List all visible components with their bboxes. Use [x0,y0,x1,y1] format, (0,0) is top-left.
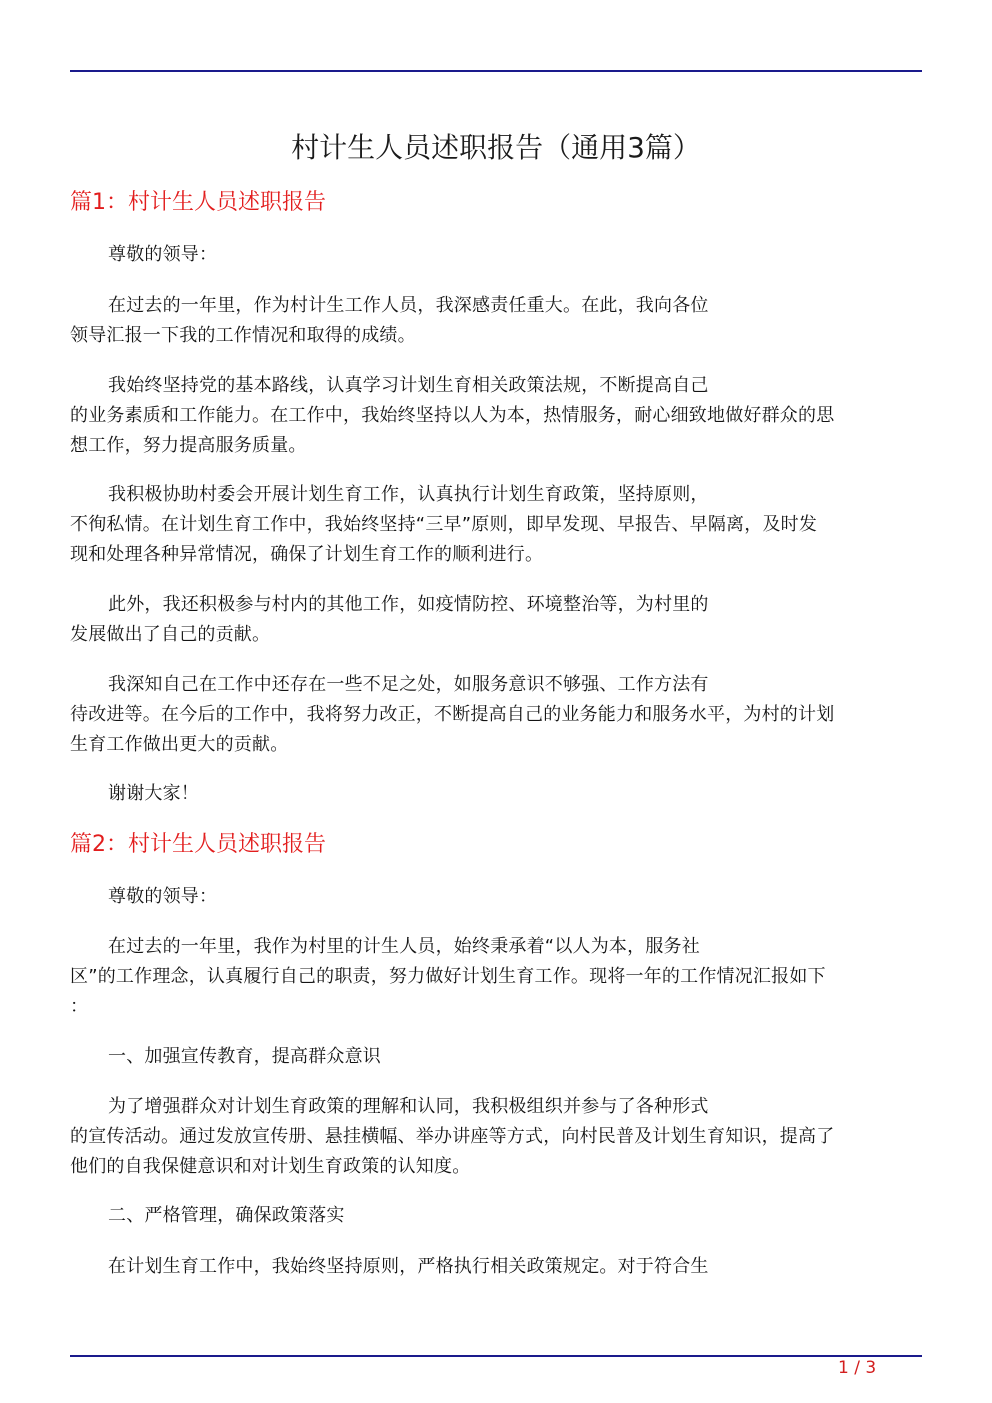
paragraph-line: 不徇私情。在计划生育工作中，我始终坚持“三早”原则，即早发现、早报告、早隔离，及时发 [70,514,818,535]
paragraph-line: 尊敬的领导： [108,244,218,265]
paragraph-line: 在计划生育工作中，我始终坚持原则，严格执行相关政策规定。对于符合生 [108,1256,709,1277]
document-title: 村计生人员述职报告（通用3篇） [291,131,701,164]
paragraph-line: 发展做出了自己的贡献。 [70,624,271,645]
paragraph-line: 区”的工作理念，认真履行自己的职责，努力做好计划生育工作。现将一年的工作情况汇报如下 [70,966,826,987]
footer-rule [70,1355,922,1357]
paragraph-line: 的宣传活动。通过发放宣传册、悬挂横幅、举办讲座等方式，向村民普及计划生育知识，提高了 [70,1126,835,1147]
paragraph-line: 想工作，努力提高服务质量。 [70,435,307,456]
paragraph-line: 此外，我还积极参与村内的其他工作，如疫情防控、环境整治等，为村里的 [108,594,709,615]
section-heading-2: 篇2：村计生人员述职报告 [70,832,326,857]
paragraph [70,932,912,1022]
paragraph-line: 尊敬的领导： [108,886,218,907]
paragraph [70,480,912,570]
paragraph-line: 我积极协助村委会开展计划生育工作，认真执行计划生育政策，坚持原则， [108,484,709,505]
paragraph [70,779,912,809]
header-rule [70,70,922,72]
paragraph [70,371,912,461]
paragraph-line: 在过去的一年里，我作为村里的计生人员，始终秉承着“以人为本，服务社 [108,936,700,957]
paragraph-line: 领导汇报一下我的工作情况和取得的成绩。 [70,325,416,346]
paragraph-line: 现和处理各种异常情况，确保了计划生育工作的顺利进行。 [70,544,544,565]
paragraph-line: 待改进等。在今后的工作中，我将努力改正，不断提高自己的业务能力和服务水平，为村的计划 [70,704,835,725]
paragraph-line: 生育工作做出更大的贡献。 [70,734,289,755]
paragraph-line: 他们的自我保健意识和对计划生育政策的认知度。 [70,1156,471,1177]
paragraph-line: 谢谢大家！ [108,783,199,804]
paragraph-line: 我始终坚持党的基本路线，认真学习计划生育相关政策法规，不断提高自己 [108,375,709,396]
paragraph [70,1092,912,1182]
paragraph-line: 二、严格管理，确保政策落实 [108,1205,345,1226]
paragraph [70,240,912,270]
paragraph [70,1201,912,1231]
section-heading-1: 篇1：村计生人员述职报告 [70,190,326,215]
paragraph [70,1252,912,1282]
paragraph [70,291,912,351]
page-number: 1 / 3 [838,1358,877,1378]
paragraph [70,882,912,912]
paragraph [70,670,912,760]
paragraph-line: 的业务素质和工作能力。在工作中，我始终坚持以人为本，热情服务，耐心细致地做好群众的思 [70,405,835,426]
paragraph-line: 我深知自己在工作中还存在一些不足之处，如服务意识不够强、工作方法有 [108,674,709,695]
paragraph-line: 为了增强群众对计划生育政策的理解和认同，我积极组织并参与了各种形式 [108,1096,709,1117]
paragraph-line: 在过去的一年里，作为村计生工作人员，我深感责任重大。在此，我向各位 [108,295,709,316]
paragraph [70,590,912,650]
paragraph-line: ： [70,996,89,1017]
paragraph [70,1042,912,1072]
paragraph-line: 一、加强宣传教育，提高群众意识 [108,1046,381,1067]
